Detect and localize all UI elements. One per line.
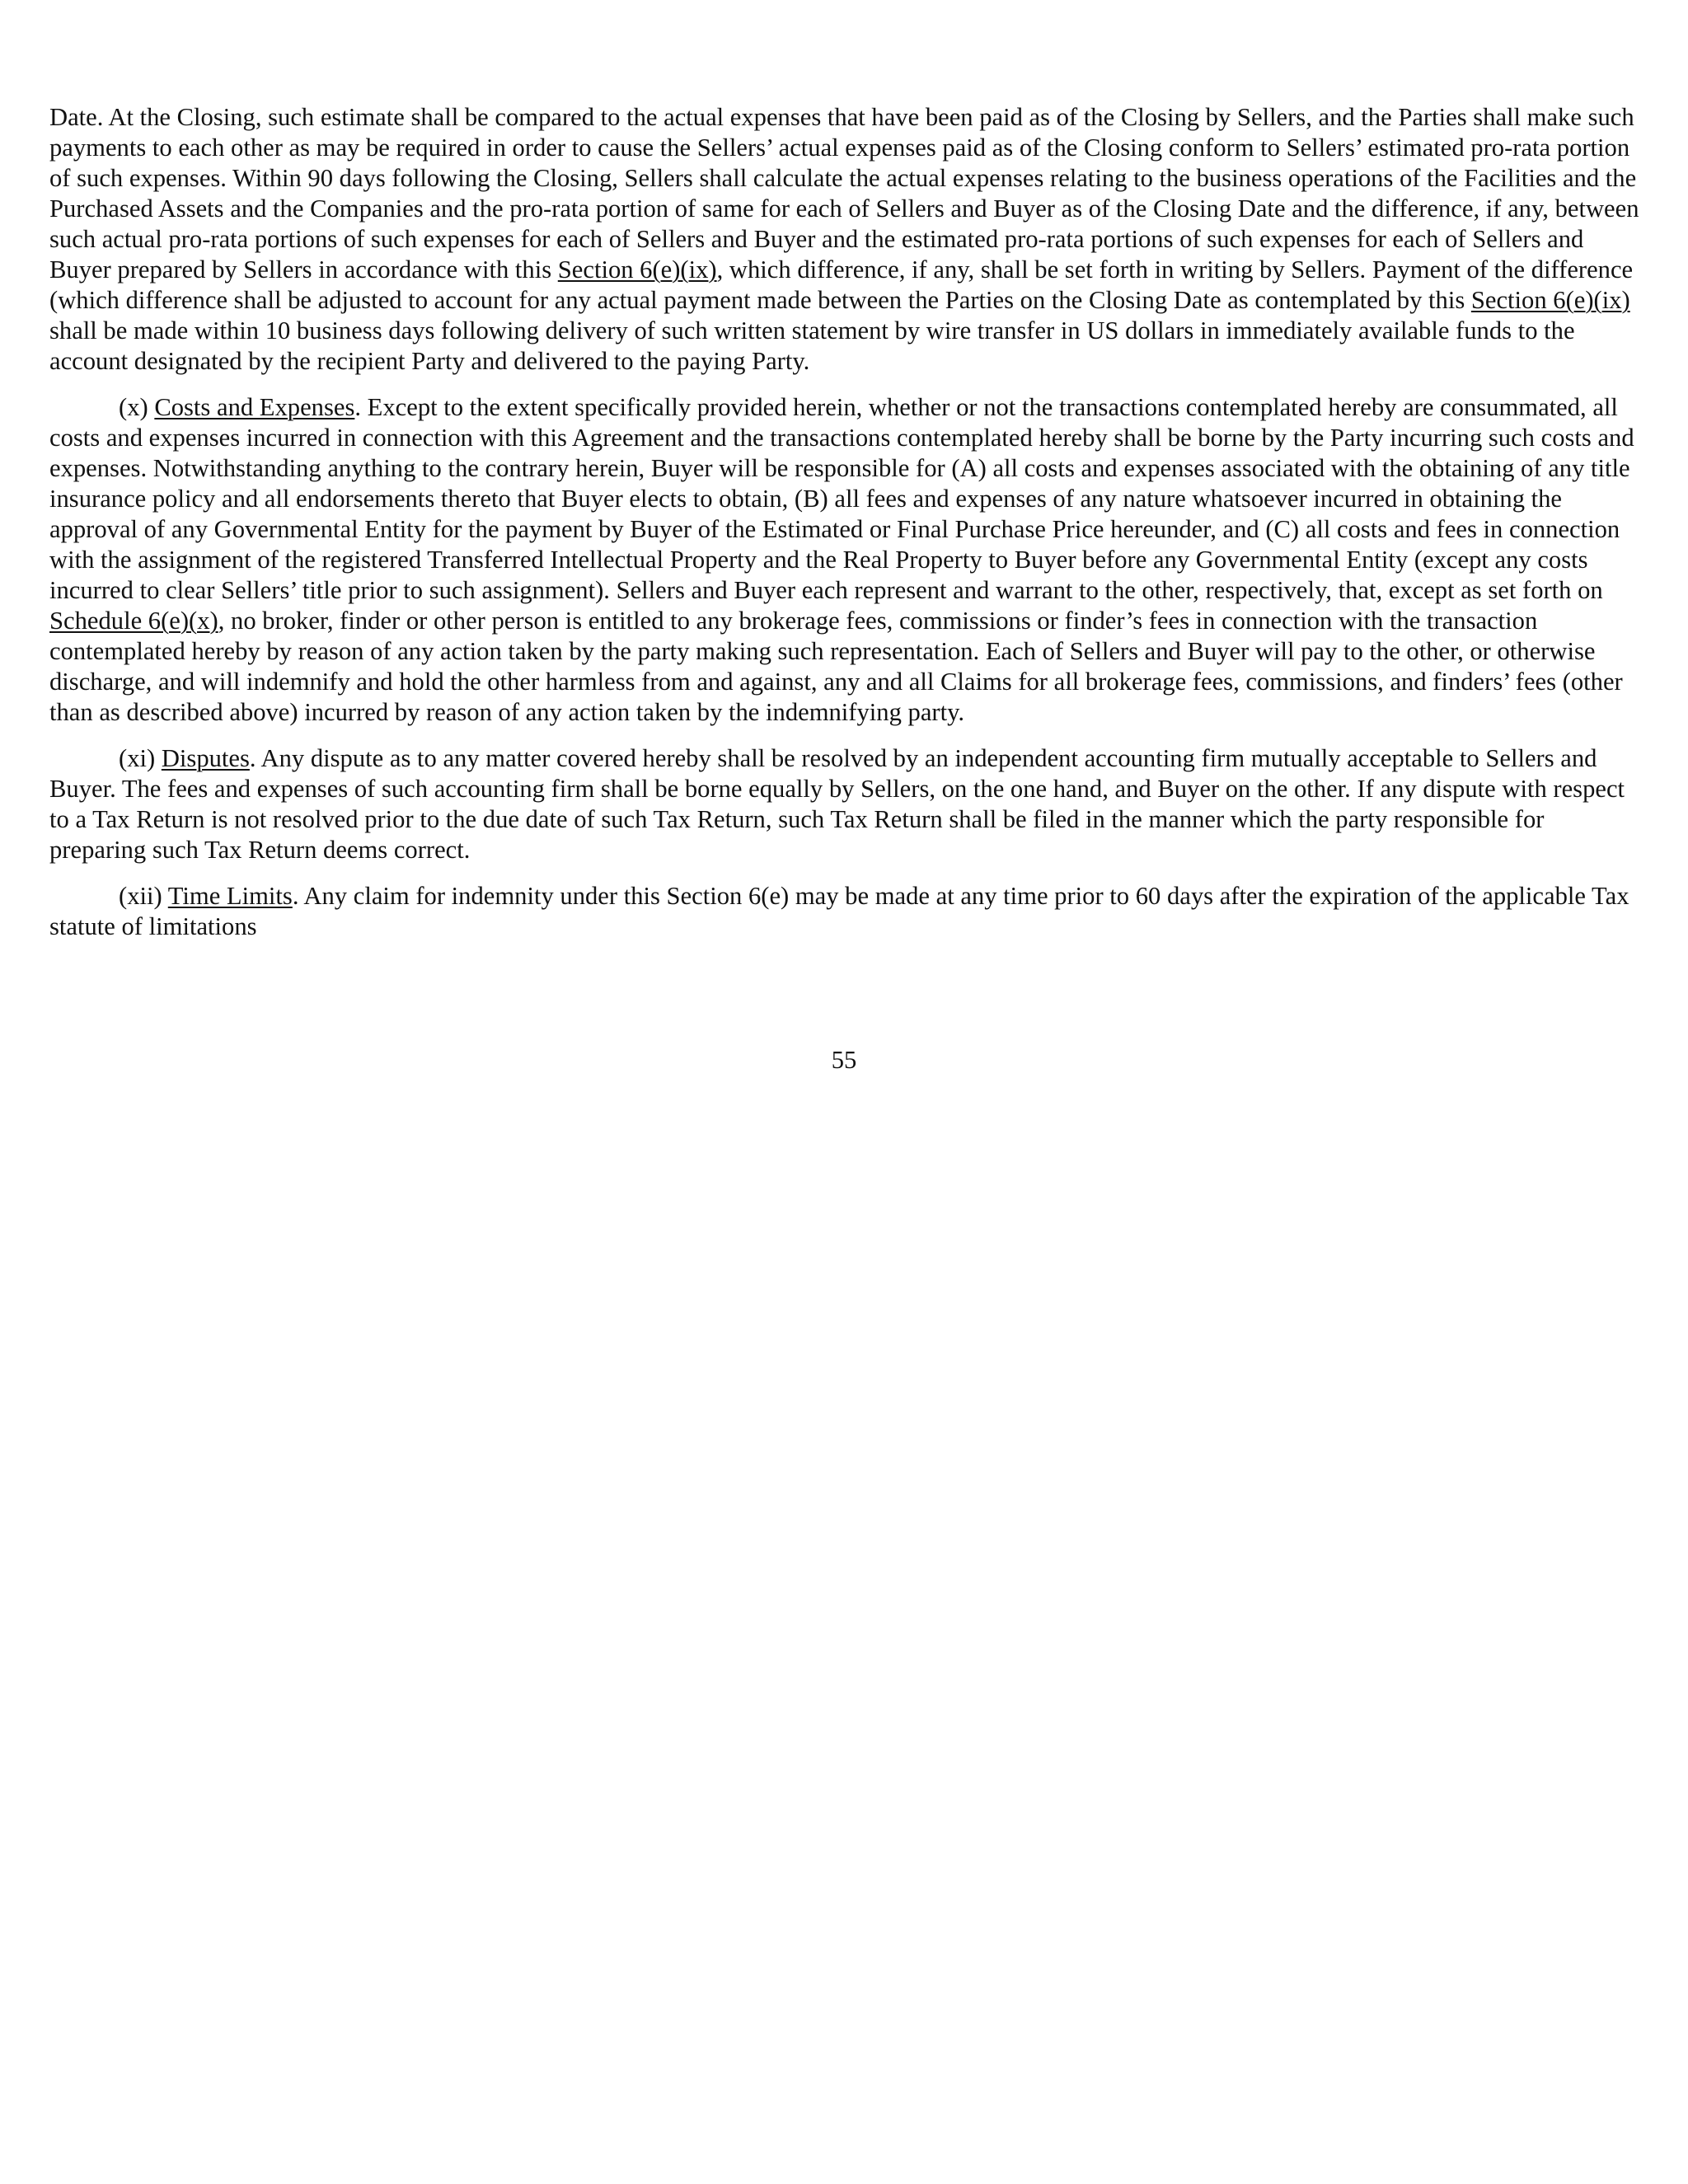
paragraph-disputes [49,743,1640,865]
paragraph-time-limits [49,881,1640,942]
schedule-reference-link: Schedule 6(e)(x) [49,607,218,635]
section-reference-link: Section 6(e)(ix) [1470,286,1630,314]
page-number: 55 [831,1046,857,1074]
clause-heading: Costs and Expenses [154,393,355,421]
paragraph-text: Date. At the Closing, such estimate shall be compared to the actual expenses that have been paid as of the Closing by Sellers, and the Parties shall make such payments to each other as may be required in order to cause the Sellers’ actual expenses paid as of the Closing conform to Sellers’ estimated pro-rata portion of such expenses. Within 90 days following the Closing, Sellers shall calculate the actual expenses relating to the business operations of the Facilities and the Purchased Assets and the Companies and the pro-rata portion of same for each of Sellers and Buyer as of the Closing Date and the difference, if any, between such actual pro-rata portions of such expenses for each of Sellers and Buyer and the estimated pro-rata portions of such expenses for each of Sellers and Buyer prepared by Sellers in accordance with this [49,103,1639,284]
clause-number: (xii) [119,882,168,910]
paragraph-text: shall be made within 10 business days following delivery of such written statement by wire transfer in US dollars in immediately available funds to the account designated by the recipient Party and delivered to the paying Party. [49,316,1575,375]
paragraph-text: . Any claim for indemnity under this Section 6(e) may be made at any time prior to 60 days after the expiration of the applicable Tax statute of limitations [49,882,1629,940]
paragraph-text: , no broker, finder or other person is entitled to any brokerage fees, commissions or finder’s fees in connection with the transaction contemplated hereby by reason of any action taken by the party making such representation. Each of Sellers and Buyer will pay to the other, or otherwise discharge, and will indemnify and hold the other harmless from and against, any and all Claims for all brokerage fees, commissions, and finders’ fees (other than as described above) incurred by reason of any action taken by the indemnifying party. [49,607,1623,726]
clause-number: (x) [119,393,155,421]
paragraph-costs-and-expenses [49,392,1640,728]
paragraph-text: . Except to the extent specifically provided herein, whether or not the transactions contemplated hereby are consummated, all costs and expenses incurred in connection with this Agreement and the transactions contemplated hereby shall be borne by the Party incurring such costs and expenses. Notwithstanding anything to the contrary herein, Buyer will be responsible for (A) all costs and expenses associated with the obtaining of any title insurance policy and all endorsements thereto that Buyer elects to obtain, (B) all fees and expenses of any nature whatsoever incurred in obtaining the approval of any Governmental Entity for the payment by Buyer of the Estimated or Final Purchase Price hereunder, and (C) all costs and fees in connection with the assignment of the registered Transferred Intellectual Property and the Real Property to Buyer before any Governmental Entity (except any costs incurred to clear Sellers’ title prior to such assignment). Sellers and Buyer each represent and warrant to the other, respectively, that, except as set forth on [49,393,1634,604]
clause-heading: Time Limits [167,882,293,910]
document-page [49,102,1640,958]
paragraph-closing-expenses [49,102,1640,377]
clause-number: (xi) [119,744,162,772]
section-reference-link: Section 6(e)(ix) [557,255,717,284]
paragraph-text: . Any dispute as to any matter covered hereby shall be resolved by an independent accounting firm mutually acceptable to Sellers and Buyer. The fees and expenses of such accounting firm shall be borne equally by Sellers, on the one hand, and Buyer on the other. If any dispute with respect to a Tax Return is not resolved prior to the due date of such Tax Return, such Tax Return shall be filed in the manner which the party responsible for preparing such Tax Return deems correct. [49,744,1625,864]
paragraph-text: , which difference, if any, shall be set forth in writing by Sellers. Payment of the difference (which difference shall be adjusted to account for any actual payment made between the Parties on the Closing Date as contemplated by this [49,255,1634,314]
clause-heading: Disputes [161,744,250,772]
